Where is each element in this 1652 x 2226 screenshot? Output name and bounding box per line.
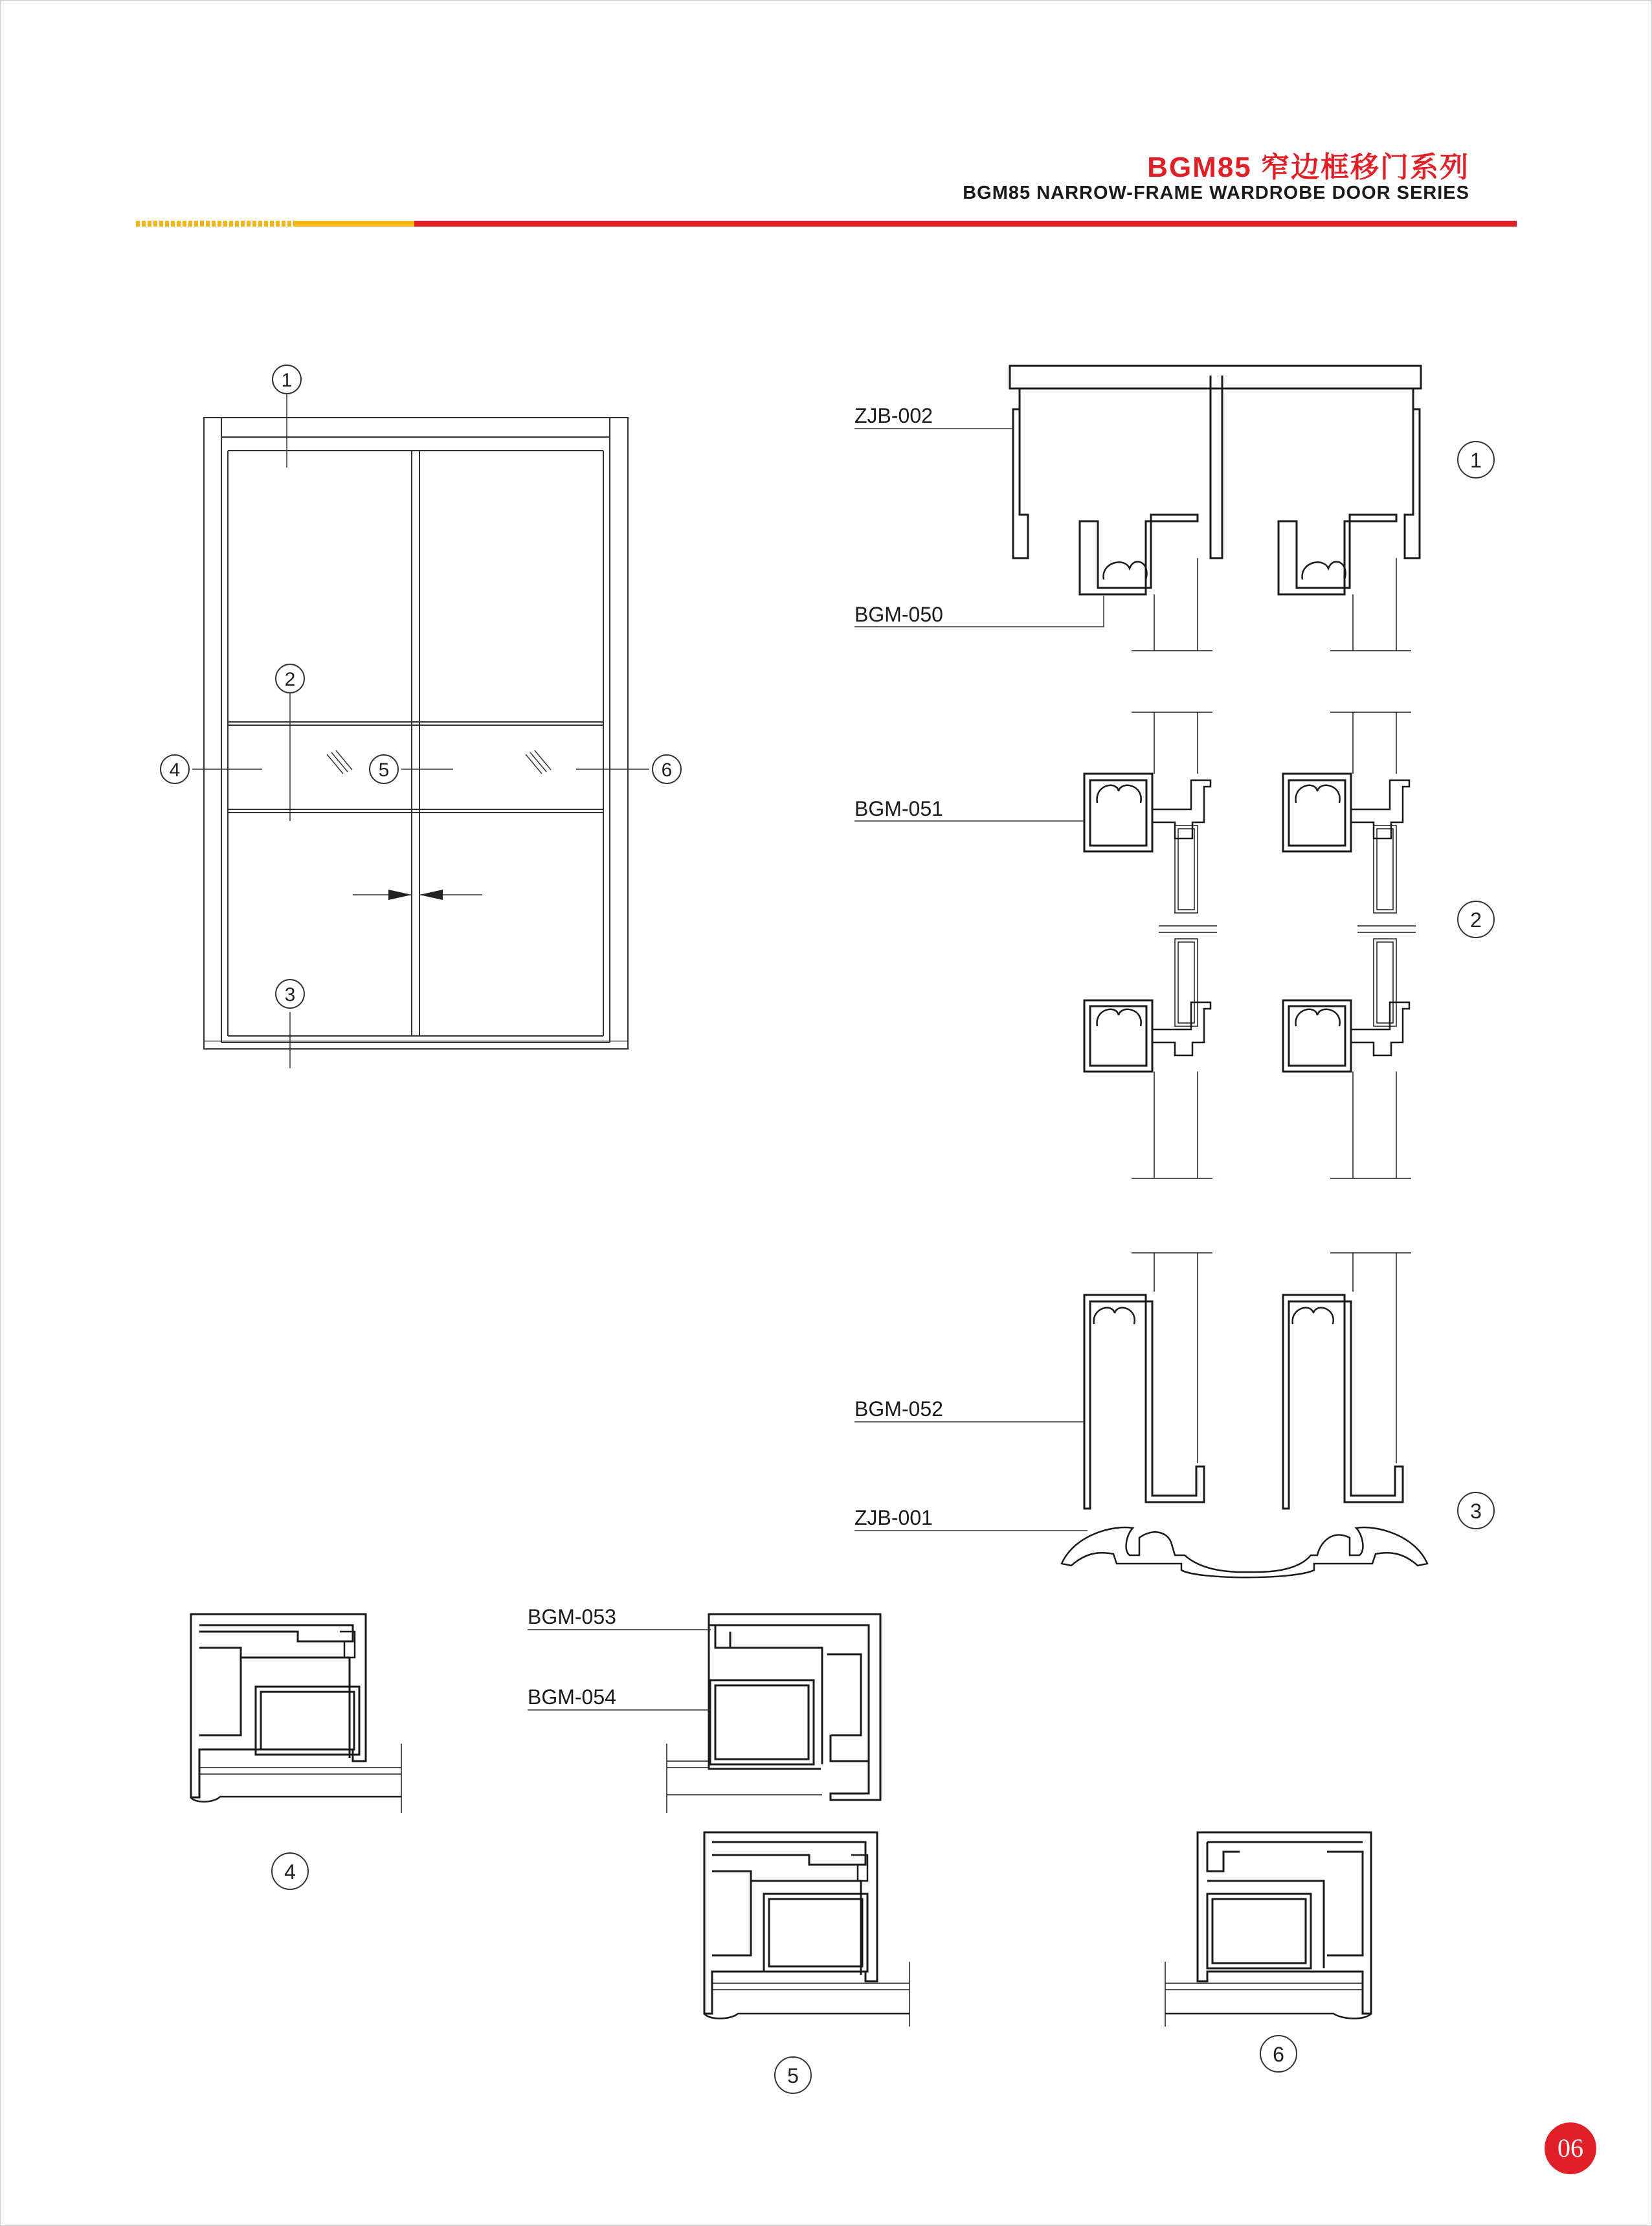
elevation-outer-frame xyxy=(204,418,628,1049)
svg-text:3: 3 xyxy=(1470,1500,1482,1523)
section-callout-2 xyxy=(1458,901,1494,938)
svg-text:BGM-051: BGM-051 xyxy=(854,797,943,820)
label-bgm-053 xyxy=(528,1605,711,1630)
section-bottom-rail xyxy=(1062,1253,1427,1577)
detail-callout-4 xyxy=(272,1853,308,1889)
svg-text:ZJB-002: ZJB-002 xyxy=(854,404,933,427)
page-number-badge: 06 xyxy=(1545,2122,1596,2174)
detail-4-profile xyxy=(191,1614,401,1813)
svg-text:2: 2 xyxy=(284,669,296,690)
svg-text:1: 1 xyxy=(1470,449,1482,472)
svg-text:ZJB-001: ZJB-001 xyxy=(854,1506,933,1529)
profile-bgm-051-lower-left xyxy=(1084,1000,1152,1072)
dimension-arrow-right xyxy=(419,890,443,900)
label-zjb-002 xyxy=(854,404,1013,429)
profile-bgm-051-lower-right xyxy=(1283,1000,1351,1072)
section-top-track xyxy=(1010,366,1421,651)
profile-bgm-052-left xyxy=(1084,1295,1204,1509)
label-bgm-052 xyxy=(854,1397,1084,1422)
elevation-callout-5 xyxy=(370,755,398,783)
elevation-meeting-stile xyxy=(412,451,419,1036)
svg-text:1: 1 xyxy=(281,370,293,391)
title-chinese: BGM85 窄边框移门系列 xyxy=(1147,152,1469,183)
profile-zjb-002 xyxy=(1010,366,1421,558)
svg-text:BGM-052: BGM-052 xyxy=(854,1397,943,1421)
svg-text:4: 4 xyxy=(284,1860,296,1883)
svg-text:5: 5 xyxy=(787,2064,799,2087)
detail-5-lower-profile xyxy=(704,1832,910,2027)
elevation-callout-3 xyxy=(276,980,304,1008)
svg-text:6: 6 xyxy=(1273,2043,1284,2066)
elevation-callout-1 xyxy=(273,365,301,394)
detail-callout-5 xyxy=(775,2057,811,2093)
title-english: BGM85 NARROW-FRAME WARDROBE DOOR SERIES xyxy=(963,183,1469,203)
profile-bgm-050-left xyxy=(1080,515,1198,594)
detail-6-profile xyxy=(1165,1832,1371,2027)
dimension-arrow-left xyxy=(388,890,412,900)
svg-text:6: 6 xyxy=(661,759,673,781)
svg-text:3: 3 xyxy=(284,984,296,1006)
svg-text:BGM-050: BGM-050 xyxy=(854,603,943,626)
label-zjb-001 xyxy=(854,1506,1088,1531)
label-bgm-054 xyxy=(528,1685,711,1710)
svg-text:4: 4 xyxy=(169,759,181,781)
detail-5-profile xyxy=(667,1614,880,1813)
elevation-callout-4 xyxy=(161,755,189,783)
label-bgm-050 xyxy=(854,596,1104,627)
section-callout-1 xyxy=(1458,442,1494,478)
profile-bgm-052-right xyxy=(1283,1295,1403,1509)
profile-bgm-051-upper-right xyxy=(1283,774,1351,851)
elevation-callout-6 xyxy=(653,755,681,783)
svg-text:BGM-053: BGM-053 xyxy=(528,1605,616,1628)
profile-bgm-050-right xyxy=(1278,515,1396,594)
elevation-callout-2 xyxy=(276,664,304,693)
section-callout-3 xyxy=(1458,1492,1494,1529)
detail-callout-6 xyxy=(1260,2036,1297,2072)
svg-text:BGM-054: BGM-054 xyxy=(528,1685,616,1709)
door-elevation xyxy=(192,394,649,1068)
label-bgm-051 xyxy=(854,797,1084,821)
svg-text:2: 2 xyxy=(1470,908,1482,932)
profile-zjb-001 xyxy=(1062,1527,1427,1577)
section-middle-rail xyxy=(1084,712,1416,1178)
profile-bgm-051-upper-left xyxy=(1084,774,1152,851)
svg-text:5: 5 xyxy=(378,759,390,781)
elevation-top-track xyxy=(221,418,610,437)
